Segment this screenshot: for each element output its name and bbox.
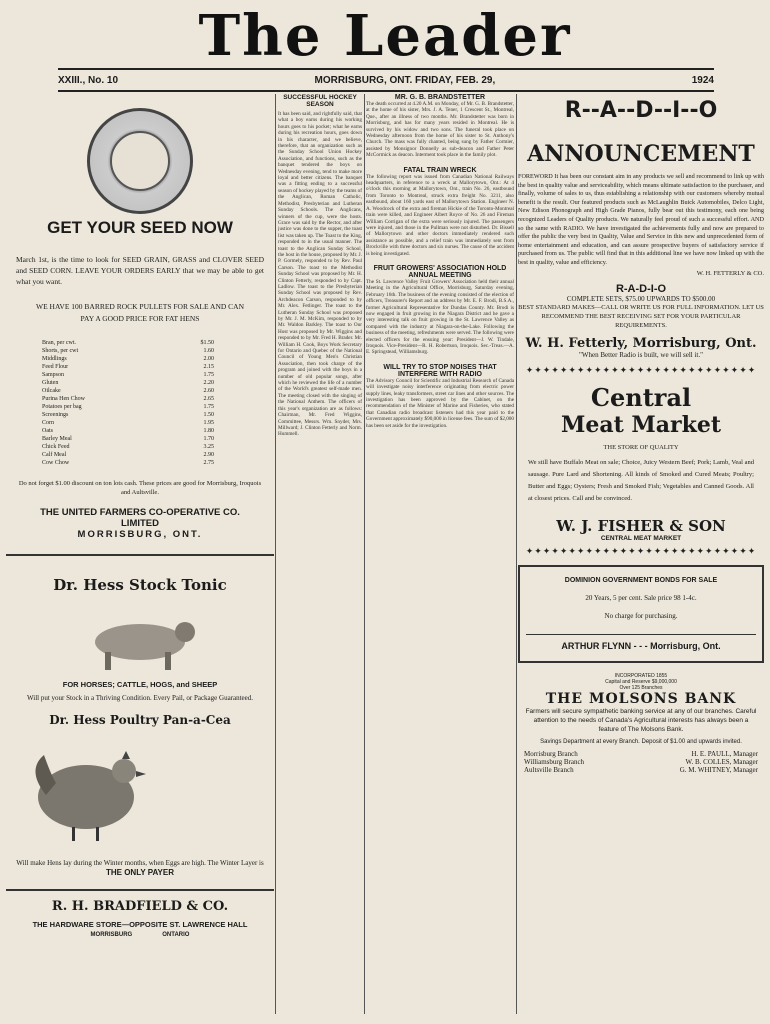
- molsons-bank-ad: [518, 673, 764, 774]
- feed-name: Oilcake: [42, 388, 61, 394]
- feed-price: 2.90: [203, 452, 214, 458]
- feed-name: Chick Feed: [42, 444, 70, 450]
- announcement-title: ANNOUNCEMENT: [527, 141, 755, 167]
- branch-name: Williamsburg Branch: [524, 757, 585, 766]
- feed-price: 2.60: [203, 388, 214, 394]
- feed-name: Potatoes per bag: [42, 404, 82, 410]
- feed-price: 1.70: [203, 436, 214, 442]
- feed-price-row: [6, 435, 274, 443]
- branch-row: [518, 758, 764, 766]
- province-name: ONTARIO: [162, 932, 190, 938]
- feed-price-row: [6, 379, 274, 387]
- coop-town: MORRISBURG, ONT.: [77, 529, 203, 540]
- column-rule: [275, 94, 276, 1014]
- fetterly-signature: W. H. FETTERLY & CO.: [696, 269, 764, 277]
- feed-name: Screenings: [42, 412, 69, 418]
- feed-price: 2.75: [203, 460, 214, 466]
- feed-name: Shorts, per cwt: [42, 348, 79, 354]
- manager-name: W. B. COLLES, Manager: [685, 757, 758, 766]
- year: 1924: [691, 74, 714, 86]
- dateline: [58, 68, 714, 92]
- meat-market-heading: Meat Market: [560, 411, 722, 438]
- hen-illustration: [6, 735, 156, 845]
- sets-price: COMPLETE SETS, $75.00 UPWARDS TO $500.00: [566, 294, 716, 303]
- star-border: ✦✦✦✦✦✦✦✦✦✦✦✦✦✦✦✦✦✦✦✦✦✦✦✦✦✦✦: [525, 545, 757, 556]
- column-rule: [516, 94, 517, 1014]
- feed-name: Cow Chow: [42, 460, 70, 466]
- branch-name: Morrisburg Branch: [524, 749, 578, 758]
- radio-noise-heading: WILL TRY TO STOP NOISES THAT INTERFERE WITH RADIO: [383, 363, 497, 378]
- feed-price: $1.50: [200, 340, 214, 346]
- news-column: [366, 94, 514, 1014]
- feed-price-row: [6, 339, 274, 347]
- feed-name: Barley Meal: [42, 436, 72, 442]
- feed-price-row: [6, 419, 274, 427]
- co-op-seal-logo: [87, 108, 193, 214]
- feed-price-row: [6, 451, 274, 459]
- feed-name: Purina Hen Chow: [42, 396, 85, 402]
- savings-text: Savings Department at every Branch. Deposit of $1.00 and upwards invited.: [540, 738, 742, 745]
- place-date: MORRISBURG, ONT. FRIDAY, FEB. 29,: [314, 74, 496, 86]
- feed-price-list: [6, 339, 274, 467]
- no-charge: No charge for purchasing.: [604, 611, 678, 620]
- fruit-growers-heading: FRUIT GROWERS' ASSOCIATION HOLD ANNUAL MEETING: [373, 264, 507, 279]
- bonds-heading: DOMINION GOVERNMENT BONDS FOR SALE: [564, 576, 718, 584]
- coop-limited: LIMITED: [121, 518, 159, 529]
- fisher-heading: W. J. FISHER & SON: [556, 516, 726, 535]
- feed-name: Gluten: [42, 380, 59, 386]
- bonds-rate: 20 Years, 5 per cent. Sale price 98 1-4c.: [585, 593, 697, 602]
- feed-price-row: [6, 403, 274, 411]
- branch-name: Aultsville Branch: [524, 765, 574, 774]
- feed-price: 2.65: [203, 396, 214, 402]
- feed-price: 1.50: [203, 412, 214, 418]
- radio-subtitle: R-A-D-I-O: [615, 282, 667, 295]
- capital: Capital and Reserve $9,000,000: [605, 678, 677, 685]
- feed-price: 3.25: [203, 444, 214, 450]
- hardware-store: THE HARDWARE STORE—OPPOSITE ST. LAWRENCE HALL: [32, 920, 248, 929]
- feed-price: 1.95: [203, 420, 214, 426]
- feed-name: Middlings: [42, 356, 67, 362]
- best-makes-text: BEST STANDARD MAKES—CALL OR WRITE US FOR FULL INFORMATION. LET US RECOMMEND THE BEST RECEIVING SET FOR YOUR PARTICULAR REQUIREMENTS.: [518, 303, 764, 329]
- store-of-quality: THE STORE OF QUALITY: [603, 443, 679, 451]
- feed-name: Feed Flour: [42, 364, 69, 370]
- livestock-illustration: [65, 602, 215, 672]
- seed-text: March 1st, is the time to look for SEED GRAIN, GRASS and CLOVER SEED and SEED CORN. LEAVE YOUR ORDERS EARLY that we may be able to get what you want.: [16, 255, 264, 286]
- feed-price-row: [6, 459, 274, 467]
- hockey-heading: SUCCESSFUL HOCKEY SEASON: [283, 94, 357, 108]
- radio-title: R--A--D--I--O: [564, 98, 718, 123]
- feed-price-row: [6, 355, 274, 363]
- feed-price-row: [6, 347, 274, 355]
- train-wreck-heading: FATAL TRAIN WRECK: [403, 166, 477, 174]
- feed-price: 2.20: [203, 380, 214, 386]
- volume: XXIII., No. 10: [58, 74, 119, 86]
- central-meat-market: CENTRAL MEAT MARKET: [600, 534, 682, 542]
- panacea-heading: Dr. Hess Poultry Pan-a-Cea: [49, 713, 231, 727]
- bank-text: Farmers will secure sympathetic banking service at any of our branches. Careful attention to the needs of Canada's Agricultural interests has always been a feature of The Molsons Bank.: [525, 707, 757, 733]
- feed-price-row: [6, 363, 274, 371]
- feed-price-row: [6, 411, 274, 419]
- pullets-text: WE HAVE 100 BARRED ROCK PULLETS FOR SALE AND CAN PAY A GOOD PRICE FOR FAT HENS: [36, 302, 245, 323]
- feed-price: 1.80: [203, 428, 214, 434]
- radio-noise-body: The Advisory Council for Scientific and Industrial Research of Canada will investigate noisy interference originating from electric power supply lines, leaky transformers, street car lines and other sources. The investigation has been approved by the Cabinet, on the recommendation of the Minister of Marine and Fisheries, who stated that Canadian radio broadcast listeners had this year paid to the Government approximately $90,000 in license fees. The sum of $2,000 has been set aside for the investigation.: [366, 377, 514, 429]
- feed-price-row: [6, 387, 274, 395]
- tonic-for: FOR HORSES; CATTLE, HOGS, and SHEEP: [62, 680, 218, 689]
- town-name: MORRISBURG: [90, 932, 133, 938]
- flynn-heading: ARTHUR FLYNN - - - Morrisburg, Ont.: [526, 634, 756, 651]
- radio-quote: "When Better Radio is built, we will sell it.": [579, 350, 703, 359]
- fruit-growers-body: The St. Lawrence Valley Fruit Growers' Association held their annual Meeting in the Agricultural Office, Morrisburg, Saturday evening, February 16th. The business of the evening consisted of the election of officers, Treasurer's Report and an address by Mr. E. F. Brodi, B.S.A., former Agricultural Representative for Dundas County. Mr. Brodi is now engaged in fruit growing in the Niagara District and he gave a very interesting talk on fruit growing in the St. Lawrence Valley as compared with the industry at Niagara-on-the-Lake. Following the business of the meeting, refreshments were served. The following were elected officers for the ensuing year: President—J. W. Tindale, Iroquois. Vice-President—R. H. Robertson, Iroquois. Sec.-Treas.—A. E. Springstead, Williamsburg.: [366, 278, 514, 356]
- hockey-body: It has been said, and rightfully said, that what a boy earns during his working hours goes to his pocket; what he earns during his recreation hours, goes down in his character, and we believe, therefore, that an organization such as the Sunday School Union Hockey Association, and functions, such as the banquet tendered the boys on Wednesday evening, tend to make more loyal and better citizens. The banquet was a fitting ending to a successful season of hockey played by the teams of the Anglican, Roman Catholic, Methodist, Presbyterian and Lutheran Sunday Schools. The Anglicans, winners of the cup, were the hosts. Grace was said by the Rector, and after justice was done to the supper, the toast list was taken up. The Toast to the King, responded to in the usual manner. The toast to the Anglican Sunday School, the host in the house, proposed by Mr. J. P. Gormely, responded to by Rev. Paul Carson. The toast to the Methodist Sunday School was proposed by Mr. H. Clinton Fetterly, responded to by Capt. Ladlow. The toast to the Presbyterian Sunday School was proposed by Rev. Archdeacon Carson, responded to by Mr. Alex. Fetlinger. The toast to the Lutheran Sunday School was proposed by Mr. J. M. McKim, responded to by Mr. Waldon Barkley. The toast to Our Host was proposed by Mr. Wiggins and responded to by Mr. Fred H. Brader. Mr. William H. Cook, Boys Work Secretary for Ontario and Quebec of the National Council of Young Men's Christian Association, then took charge of the program and joined with the boys in a number of old popular songs, after which he reviewed the life of a number of the World's greatest self-made men. The meeting closed with the singing of the National Anthem. The officers of this year's organization are as follows: Chairman, Mr. Fred Wiggins, Committee, Messrs. Wm. Snyder, Mrs. Millward; J. Clinton Fetterly and Norm. Hummell.: [278, 111, 362, 438]
- feed-name: Corn: [42, 420, 54, 426]
- molsons-heading: THE MOLSONS BANK: [545, 690, 737, 707]
- column-rule: [364, 94, 365, 1014]
- branches: Over 125 Branches: [619, 684, 663, 691]
- branch-managers: [518, 750, 764, 774]
- feed-price: 1.60: [203, 348, 214, 354]
- stock-tonic-heading: Dr. Hess Stock Tonic: [53, 576, 227, 594]
- feed-price-row: [6, 427, 274, 435]
- feed-price: 2.15: [203, 364, 214, 370]
- bradfield-firm: R. H. BRADFIELD & CO.: [51, 899, 229, 914]
- manager-name: H. E. PAULL, Manager: [691, 749, 758, 758]
- feed-price: 2.00: [203, 356, 214, 362]
- feed-name: Oats: [42, 428, 53, 434]
- manager-name: G. M. WHITNEY, Manager: [679, 765, 758, 774]
- meat-text: We still have Buffalo Meat on sale; Choice, Juicy Western Beef; Pork; Lamb, Veal and sausage. Pure Lard and Shortening. All kinds of Smoked and Cured Meats; Poultry; Butter and Eggs; Oysters; Fresh and Smoked Fish; Vegetables and Canned Goods. All at closest prices. Call and be convinced.: [528, 458, 754, 502]
- masthead-title: The Leader: [198, 3, 572, 69]
- only-payer: THE ONLY PAYER: [105, 868, 175, 877]
- fetterly-heading: W. H. Fetterly, Morrisburg, Ont.: [525, 335, 757, 351]
- branch-row: [518, 750, 764, 758]
- feed-name: Bran, per cwt.: [42, 340, 76, 346]
- tonic-text: Will put your Stock in a Thriving Condition. Every Pail, or Package Guaranteed.: [26, 694, 254, 702]
- ads-column: [518, 94, 764, 1014]
- discount-text: Do not forget $1.00 discount on ton lots cash. These prices are good for Morrisburg, Iroquois and Aultsville.: [18, 480, 262, 496]
- feed-price: 1.75: [203, 372, 214, 378]
- feed-name: Sampson: [42, 372, 65, 378]
- article-hockey: [278, 94, 362, 1014]
- star-border: ✦✦✦✦✦✦✦✦✦✦✦✦✦✦✦✦✦✦✦✦✦✦✦✦✦✦✦: [525, 364, 757, 375]
- feed-price-row: [6, 443, 274, 451]
- obituary-body: The death occurred at 4.20 A.M. on Monday, of Mr. G. B. Brandstetter, at the home of his sister, Mrs. J. A. Tener, 1 Crescent St., Montreal, Que., after an illness of two months. Mr. Brandstetter was born in Morrisburg, and has for many years resided in Montreal. He is survived by his widow and two sons. The funeral took place on Wednesday afternoon from the home of his sister to St. Anthony's Church. The mass was fully chanted, being sung by Father Cormier, assisted by Monsignor Donnelly as sub-deacon and Father Peter McCormick as deacon. Interment took place in the family plot.: [366, 101, 514, 159]
- feed-price-row: [6, 395, 274, 403]
- obituary-heading: MR. G. B. BRANDSTETTER: [394, 94, 486, 101]
- ad-united-farmers: [6, 94, 274, 1014]
- hens-text: Will make Hens lay during the Winter months, when Eggs are high. The Winter Layer is: [16, 859, 264, 867]
- coop-name: THE UNITED FARMERS CO-OPERATIVE CO.: [40, 507, 240, 518]
- train-wreck-body: The following report was issued from Canadian National Railways headquarters, in reference to a wreck at Mallorytown, Ont.: At 4 o'clock this morning at Mallorytown, Ont., train No. 26, eastbound from Toronto to Montreal, struck extra freight No. 3211, also eastbound, about 160 yards east of Mallorytown Station. Engineer N. A. Woodcock of the extra and fireman Hickie of the Toronto-Montreal train were killed, and Engineer Albert Royce of No. 26 and Fireman William Corrigan of the extra were seriously injured. The passengers were injured, and those in the Pullman were not disturbed. Dr. Bissell of Mallorytown and other doctors immediately rendered such assistance as possible, and a relief train was immediately sent from Brockville with three doctors and six nurses. The cause of the accident is being investigated.: [366, 173, 514, 257]
- branch-row: [518, 766, 764, 774]
- announcement-text: FOREWORD It has been our constant aim in any products we sell and recommend to link up with the best in quality value and serviceability, which means ultimate satisfaction to the purchaser, and finally, volume of sales to us, thus establishing a relationship with our customers whereby mutual benefit is the result. Our featured products such as McLaughlin Buick Automobiles, Delco Light, New Edison Phonograph and High Grade Pianos, fully bear out this testimony, each one being recognized Leaders of Quality products. We naturally feel proud of such a successful effort. AND so the same with RADIO. We have investigated the achievements fully and now are prepared to offer the public the very best in Quality, Value and Service in this new and unprecedented form of home entertainment and education, and can assure prospective buyers of satisfactory service if purchased from us. The public will find that in this additional line we have now linked up with the best in quality, value and efficiency.: [518, 173, 764, 266]
- feed-price-row: [6, 371, 274, 379]
- feed-name: Calf Meal: [42, 452, 67, 458]
- seed-heading: GET YOUR SEED NOW: [47, 218, 233, 237]
- incorporated: INCORPORATED 1855: [614, 672, 668, 679]
- central-heading: Central: [590, 382, 692, 412]
- feed-price: 1.75: [203, 404, 214, 410]
